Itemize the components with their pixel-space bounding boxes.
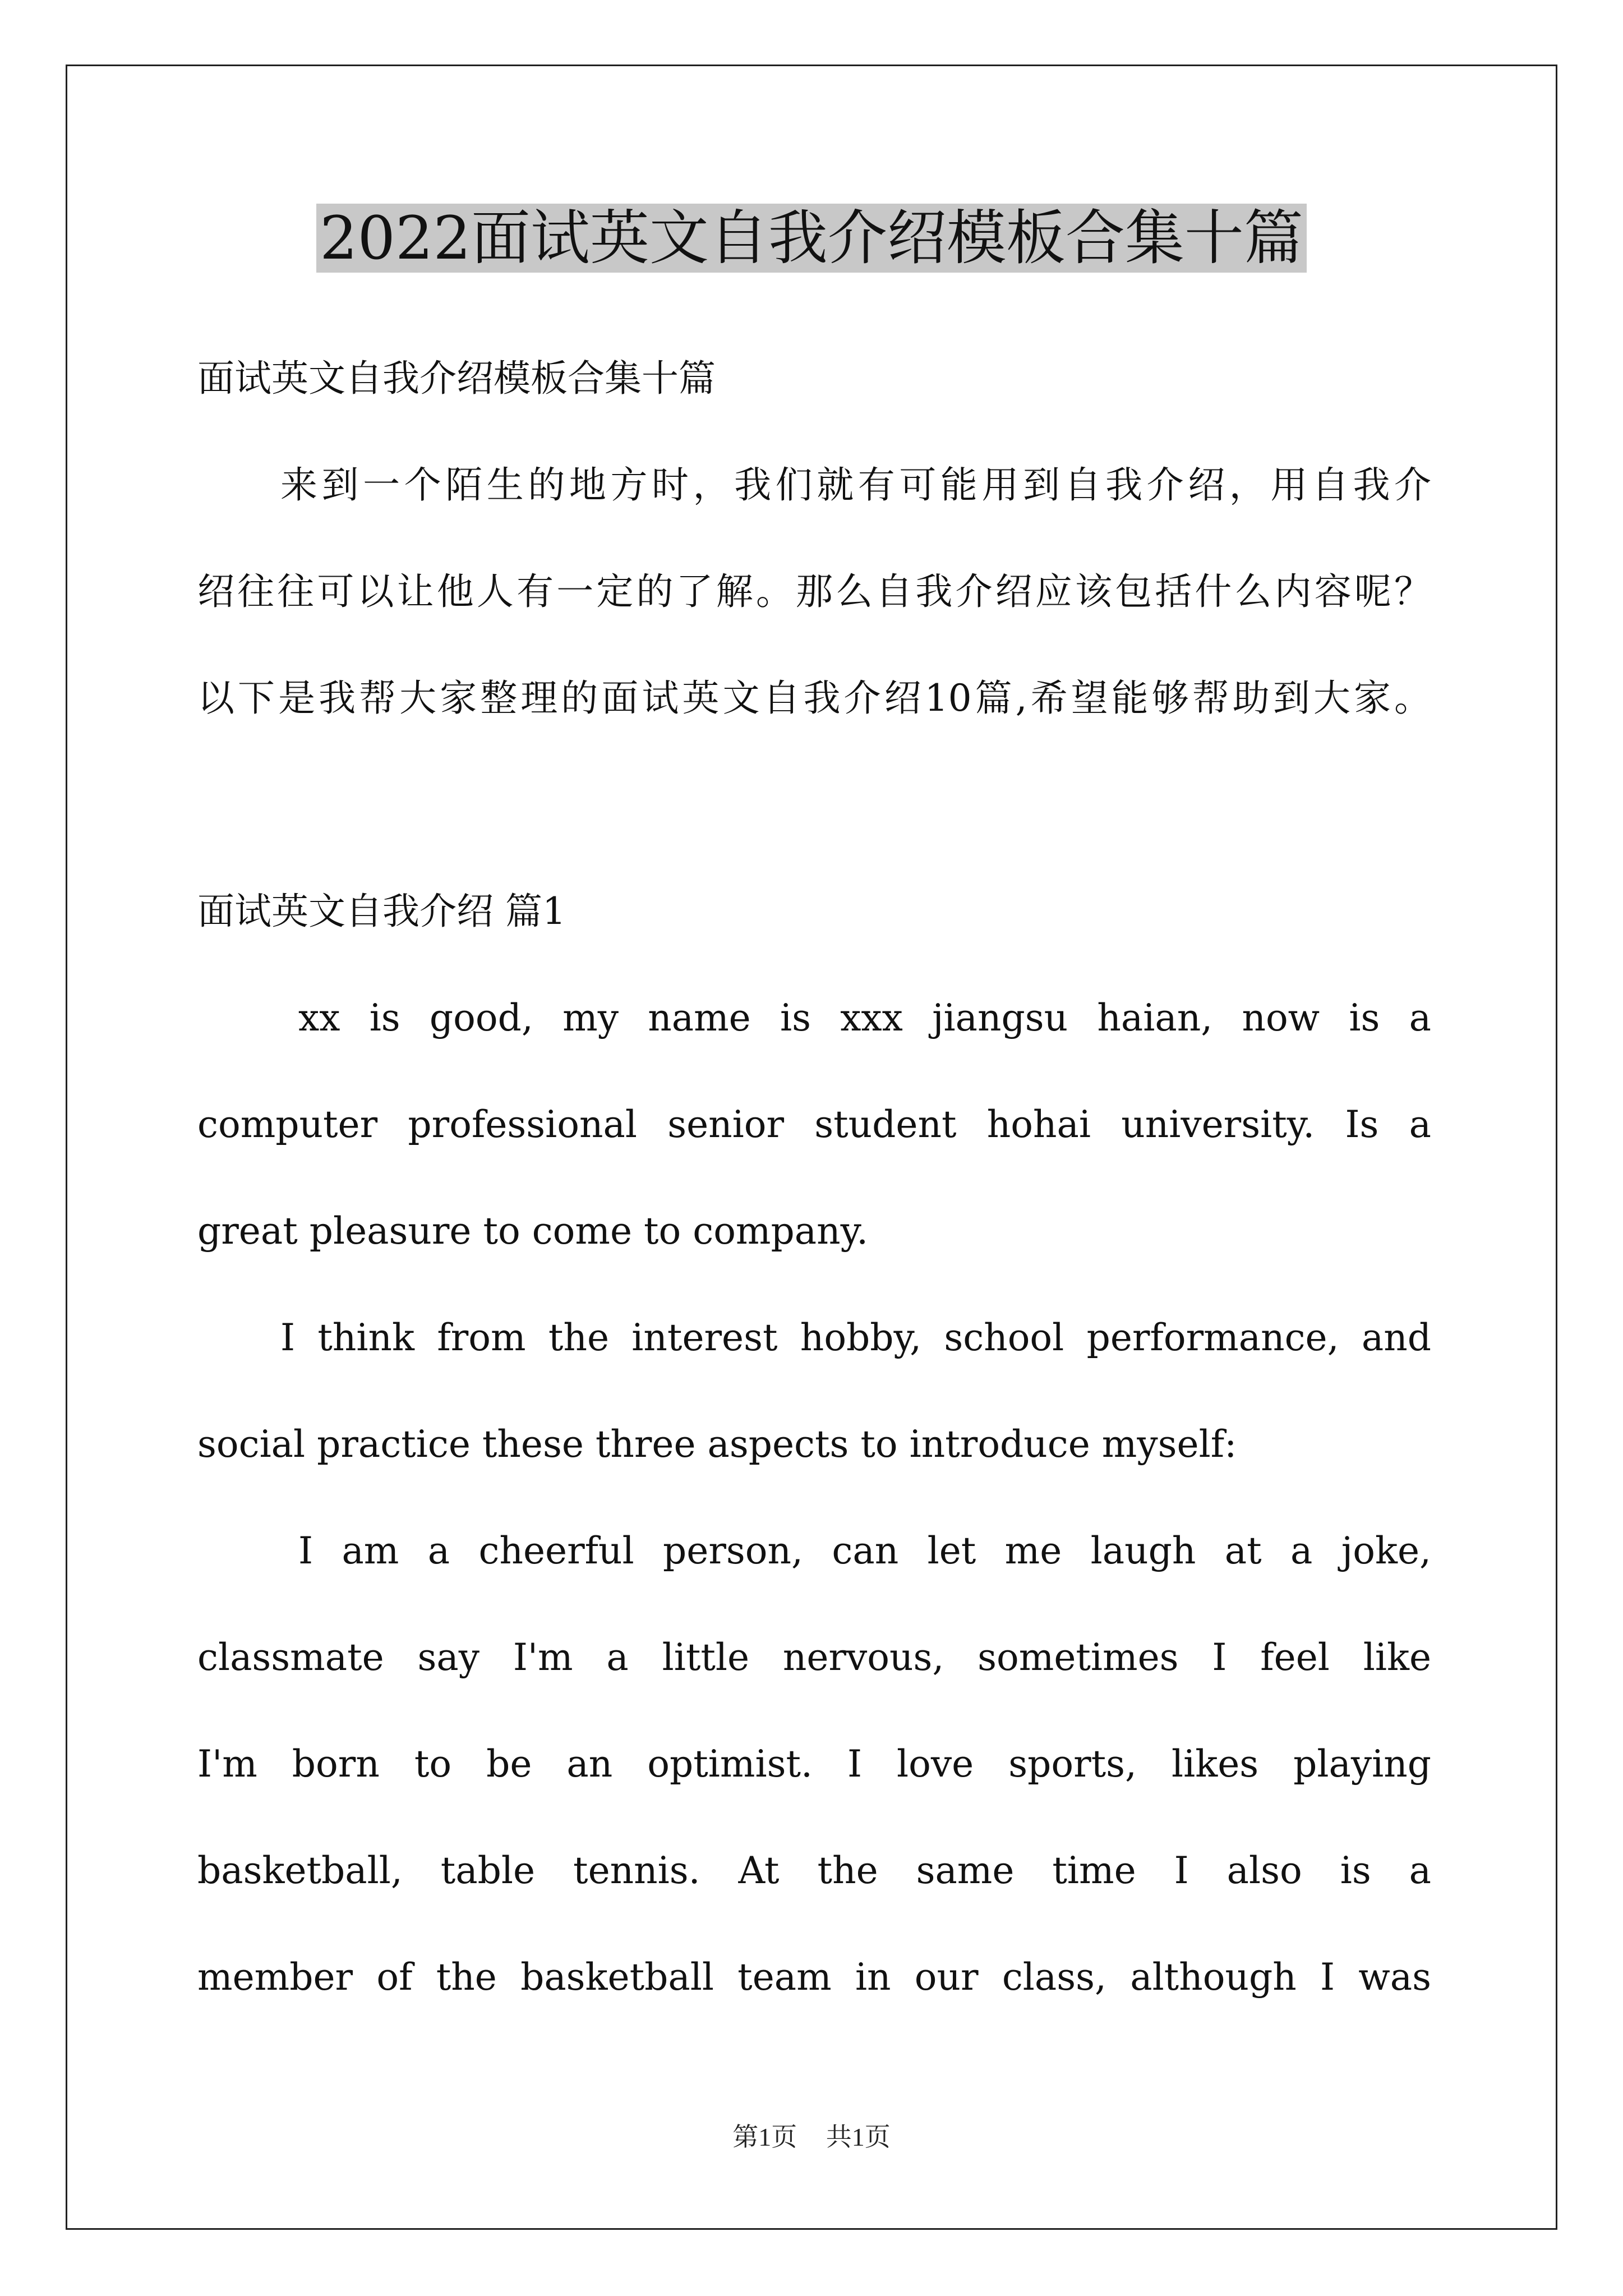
page-number: 第1页 bbox=[732, 2123, 797, 2151]
paragraph-line: I am a cheerful person, can let me laugh at a joke, bbox=[298, 1529, 1431, 1572]
paragraph-line: computer professional senior student hohai university. Is a bbox=[197, 1103, 1431, 1146]
document-title: 2022面试英文自我介绍模板合集十篇 bbox=[0, 199, 1623, 278]
paragraph-line: 来到一个陌生的地方时，我们就有可能用到自我介绍，用自我介 bbox=[280, 463, 1431, 507]
paragraph-line: basketball, table tennis. At the same time I also is a bbox=[197, 1849, 1431, 1892]
subtitle-line: 面试英文自我介绍模板合集十篇 bbox=[197, 357, 716, 400]
page-footer bbox=[0, 2120, 1623, 2154]
page-count: 共1页 bbox=[826, 2123, 891, 2151]
paragraph-line: I'm born to be an optimist. I love sports, likes playing bbox=[197, 1742, 1431, 1786]
paragraph-line: social practice these three aspects to introduce myself: bbox=[197, 1423, 1237, 1466]
paragraph-line: xx is good, my name is xxx jiangsu haian, now is a bbox=[298, 996, 1431, 1039]
paragraph-line: I think from the interest hobby, school performance, and bbox=[280, 1316, 1431, 1359]
paragraph-line: member of the basketball team in our class, although I was bbox=[197, 1955, 1431, 1999]
paragraph-line: 以下是我帮大家整理的面试英文自我介绍10篇,希望能够帮助到大家。 bbox=[197, 677, 1431, 720]
paragraph-line: great pleasure to come to company. bbox=[197, 1209, 869, 1253]
section-heading: 面试英文自我介绍 篇1 bbox=[197, 890, 566, 933]
paragraph-line: 绍往往可以让他人有一定的了解。那么自我介绍应该包括什么内容呢？ bbox=[197, 570, 1431, 613]
paragraph-line: classmate say I'm a little nervous, sometimes I feel like bbox=[197, 1636, 1431, 1679]
